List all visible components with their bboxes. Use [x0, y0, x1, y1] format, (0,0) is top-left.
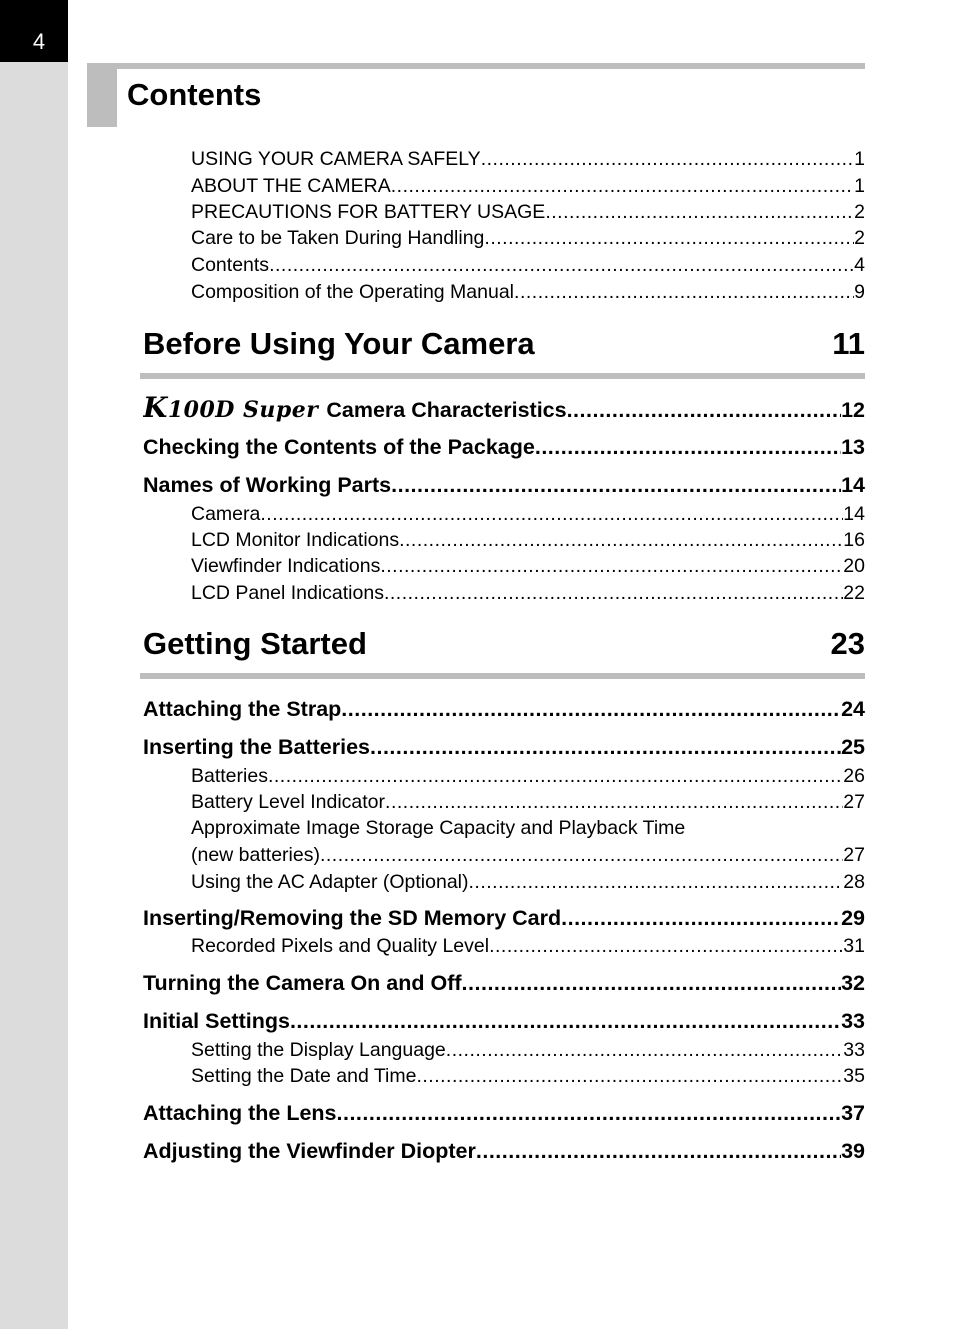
- dot-leader: [337, 1100, 842, 1126]
- page-number-tab: [0, 0, 68, 62]
- side-margin-strip: [0, 0, 68, 1329]
- toc-entry-label: Recorded Pixels and Quality Level: [191, 935, 490, 957]
- section-rule: [140, 373, 865, 379]
- toc-entry-page: 14: [843, 503, 865, 525]
- dot-leader: [545, 200, 854, 224]
- toc-entry-page: 2: [854, 227, 865, 249]
- section-page: 23: [830, 626, 865, 661]
- toc-entry-label: Turning the Camera On and Off: [143, 971, 462, 995]
- toc-entry-label: Camera Characteristics: [326, 398, 567, 422]
- toc-entry-page: 2: [854, 201, 865, 223]
- toc-entry-label: Care to be Taken During Handling: [191, 227, 485, 249]
- toc-subentry[interactable]: [191, 764, 865, 788]
- toc-entry-label: Composition of the Operating Manual: [191, 281, 515, 303]
- toc-entry[interactable]: [191, 280, 865, 304]
- toc-entry-page: 1: [854, 148, 865, 170]
- toc-subentry[interactable]: [191, 1038, 865, 1062]
- section-page: 11: [832, 326, 865, 361]
- section-title: Before Using Your Camera: [143, 326, 535, 361]
- toc-entry-label: Viewfinder Indications: [191, 555, 381, 577]
- toc-entry[interactable]: [143, 696, 865, 722]
- toc-entry[interactable]: [191, 226, 865, 250]
- toc-entry[interactable]: [191, 200, 865, 224]
- toc-entry-label: LCD Monitor Indications: [191, 529, 400, 551]
- dot-leader: [399, 528, 843, 552]
- toc-subentry[interactable]: [191, 790, 865, 814]
- toc-entry-label: LCD Panel Indications: [191, 582, 384, 604]
- toc-entry-page: 35: [843, 1065, 865, 1087]
- page-title: Contents: [127, 77, 262, 112]
- dot-leader: [469, 870, 844, 894]
- dot-leader: [561, 905, 841, 931]
- toc-entry-label: USING YOUR CAMERA SAFELY: [191, 148, 481, 170]
- toc-entry-label: Inserting/Removing the SD Memory Card: [143, 906, 562, 930]
- dot-leader: [385, 790, 843, 814]
- toc-entry-page: 31: [843, 935, 865, 957]
- section-rule: [140, 673, 865, 679]
- toc-entry-page: 32: [841, 971, 865, 995]
- toc-entry-label: Camera: [191, 503, 261, 525]
- toc-entry-label: ABOUT THE CAMERA: [191, 175, 391, 197]
- toc-subentry[interactable]: [191, 843, 865, 867]
- toc-entry-page: 29: [841, 906, 865, 930]
- toc-entry-label: Setting the Display Language: [191, 1039, 446, 1061]
- toc-entry-label: Batteries: [191, 765, 268, 787]
- toc-entry[interactable]: [143, 905, 865, 931]
- toc-subentry[interactable]: [191, 934, 865, 958]
- toc-entry-page: 12: [841, 398, 865, 422]
- dot-leader: [260, 502, 843, 526]
- dot-leader: [484, 226, 854, 250]
- dot-leader: [481, 147, 854, 171]
- toc-entry[interactable]: [143, 1138, 865, 1164]
- dot-leader: [567, 397, 842, 423]
- dot-leader: [416, 1064, 843, 1088]
- dot-leader: [462, 970, 842, 996]
- dot-leader: [391, 174, 854, 198]
- dot-leader: [476, 1138, 841, 1164]
- toc-entry-page: 27: [843, 844, 865, 866]
- toc-entry-page: 33: [843, 1039, 865, 1061]
- toc-entry-label: Using the AC Adapter (Optional): [191, 871, 469, 893]
- toc-entry-label: Contents: [191, 254, 270, 276]
- contents-header: [87, 63, 865, 127]
- toc-entry[interactable]: [143, 434, 865, 460]
- toc-entry-label: Battery Level Indicator: [191, 791, 386, 813]
- header-top-rule: [87, 63, 865, 69]
- toc-entry-page: 28: [843, 871, 865, 893]
- toc-entry[interactable]: [191, 147, 865, 171]
- toc-entry-page: 27: [843, 791, 865, 813]
- toc-subentry[interactable]: [191, 870, 865, 894]
- section-title: Getting Started: [143, 626, 367, 661]
- toc-entry-label: Setting the Date and Time: [191, 1065, 417, 1087]
- toc-entry[interactable]: [191, 253, 865, 277]
- toc-entry[interactable]: [143, 734, 865, 760]
- dot-leader: [290, 1008, 841, 1034]
- toc-entry-label: Attaching the Lens: [143, 1101, 337, 1125]
- dot-leader: [268, 764, 843, 788]
- toc-subentry[interactable]: [191, 581, 865, 605]
- toc-entry-label: Checking the Contents of the Package: [143, 435, 535, 459]
- dot-leader: [269, 253, 854, 277]
- toc-entry[interactable]: [191, 174, 865, 198]
- toc-entry-page: 13: [841, 435, 865, 459]
- toc-entry-page: 14: [841, 473, 865, 497]
- toc-entry[interactable]: [143, 472, 865, 498]
- toc-entry-page: 9: [854, 281, 865, 303]
- page-number: 4: [32, 29, 46, 54]
- dot-leader: [535, 434, 841, 460]
- toc-entry-page: 26: [843, 765, 865, 787]
- toc-entry-page: 37: [841, 1101, 865, 1125]
- toc-entry[interactable]: [143, 1100, 865, 1126]
- k100d-super-logo: K100D Super: [143, 395, 319, 423]
- toc-entry-label: Names of Working Parts: [143, 473, 392, 497]
- toc-entry-page: 39: [841, 1139, 865, 1163]
- dot-leader: [384, 581, 843, 605]
- toc-entry-label: Adjusting the Viewfinder Diopter: [143, 1139, 476, 1163]
- toc-entry-page: 1: [854, 175, 865, 197]
- toc-entry-page: 22: [843, 582, 865, 604]
- dot-leader: [341, 696, 841, 722]
- toc-entry-page: 25: [841, 735, 865, 759]
- toc-subentry-line1: Approximate Image Storage Capacity and Playback Time: [191, 817, 686, 839]
- dot-leader: [391, 472, 841, 498]
- toc-entry-label: Inserting the Batteries: [143, 735, 370, 759]
- toc-entry-page: 33: [841, 1009, 865, 1033]
- header-side-block: [87, 63, 117, 127]
- toc-entry-page: 20: [843, 555, 865, 577]
- toc-subentry[interactable]: [191, 502, 865, 526]
- dot-leader: [380, 554, 843, 578]
- dot-leader: [320, 843, 843, 867]
- toc-entry-label: (new batteries): [191, 844, 320, 866]
- toc-subentry[interactable]: [191, 554, 865, 578]
- dot-leader: [514, 280, 854, 304]
- toc-entry-label: PRECAUTIONS FOR BATTERY USAGE: [191, 201, 546, 223]
- dot-leader: [446, 1038, 844, 1062]
- toc-entry-label: Attaching the Strap: [143, 697, 342, 721]
- toc-entry[interactable]: [143, 970, 865, 996]
- toc-entry-page: 16: [843, 529, 865, 551]
- dot-leader: [489, 934, 843, 958]
- toc-entry[interactable]: [143, 395, 865, 423]
- toc-subentry[interactable]: [191, 528, 865, 552]
- toc-subentry[interactable]: [191, 1064, 865, 1088]
- toc-entry-label: Initial Settings: [143, 1009, 290, 1033]
- toc-entry-page: 4: [854, 254, 865, 276]
- toc-entry-page: 24: [841, 697, 865, 721]
- dot-leader: [370, 734, 841, 760]
- toc-entry[interactable]: [143, 1008, 865, 1034]
